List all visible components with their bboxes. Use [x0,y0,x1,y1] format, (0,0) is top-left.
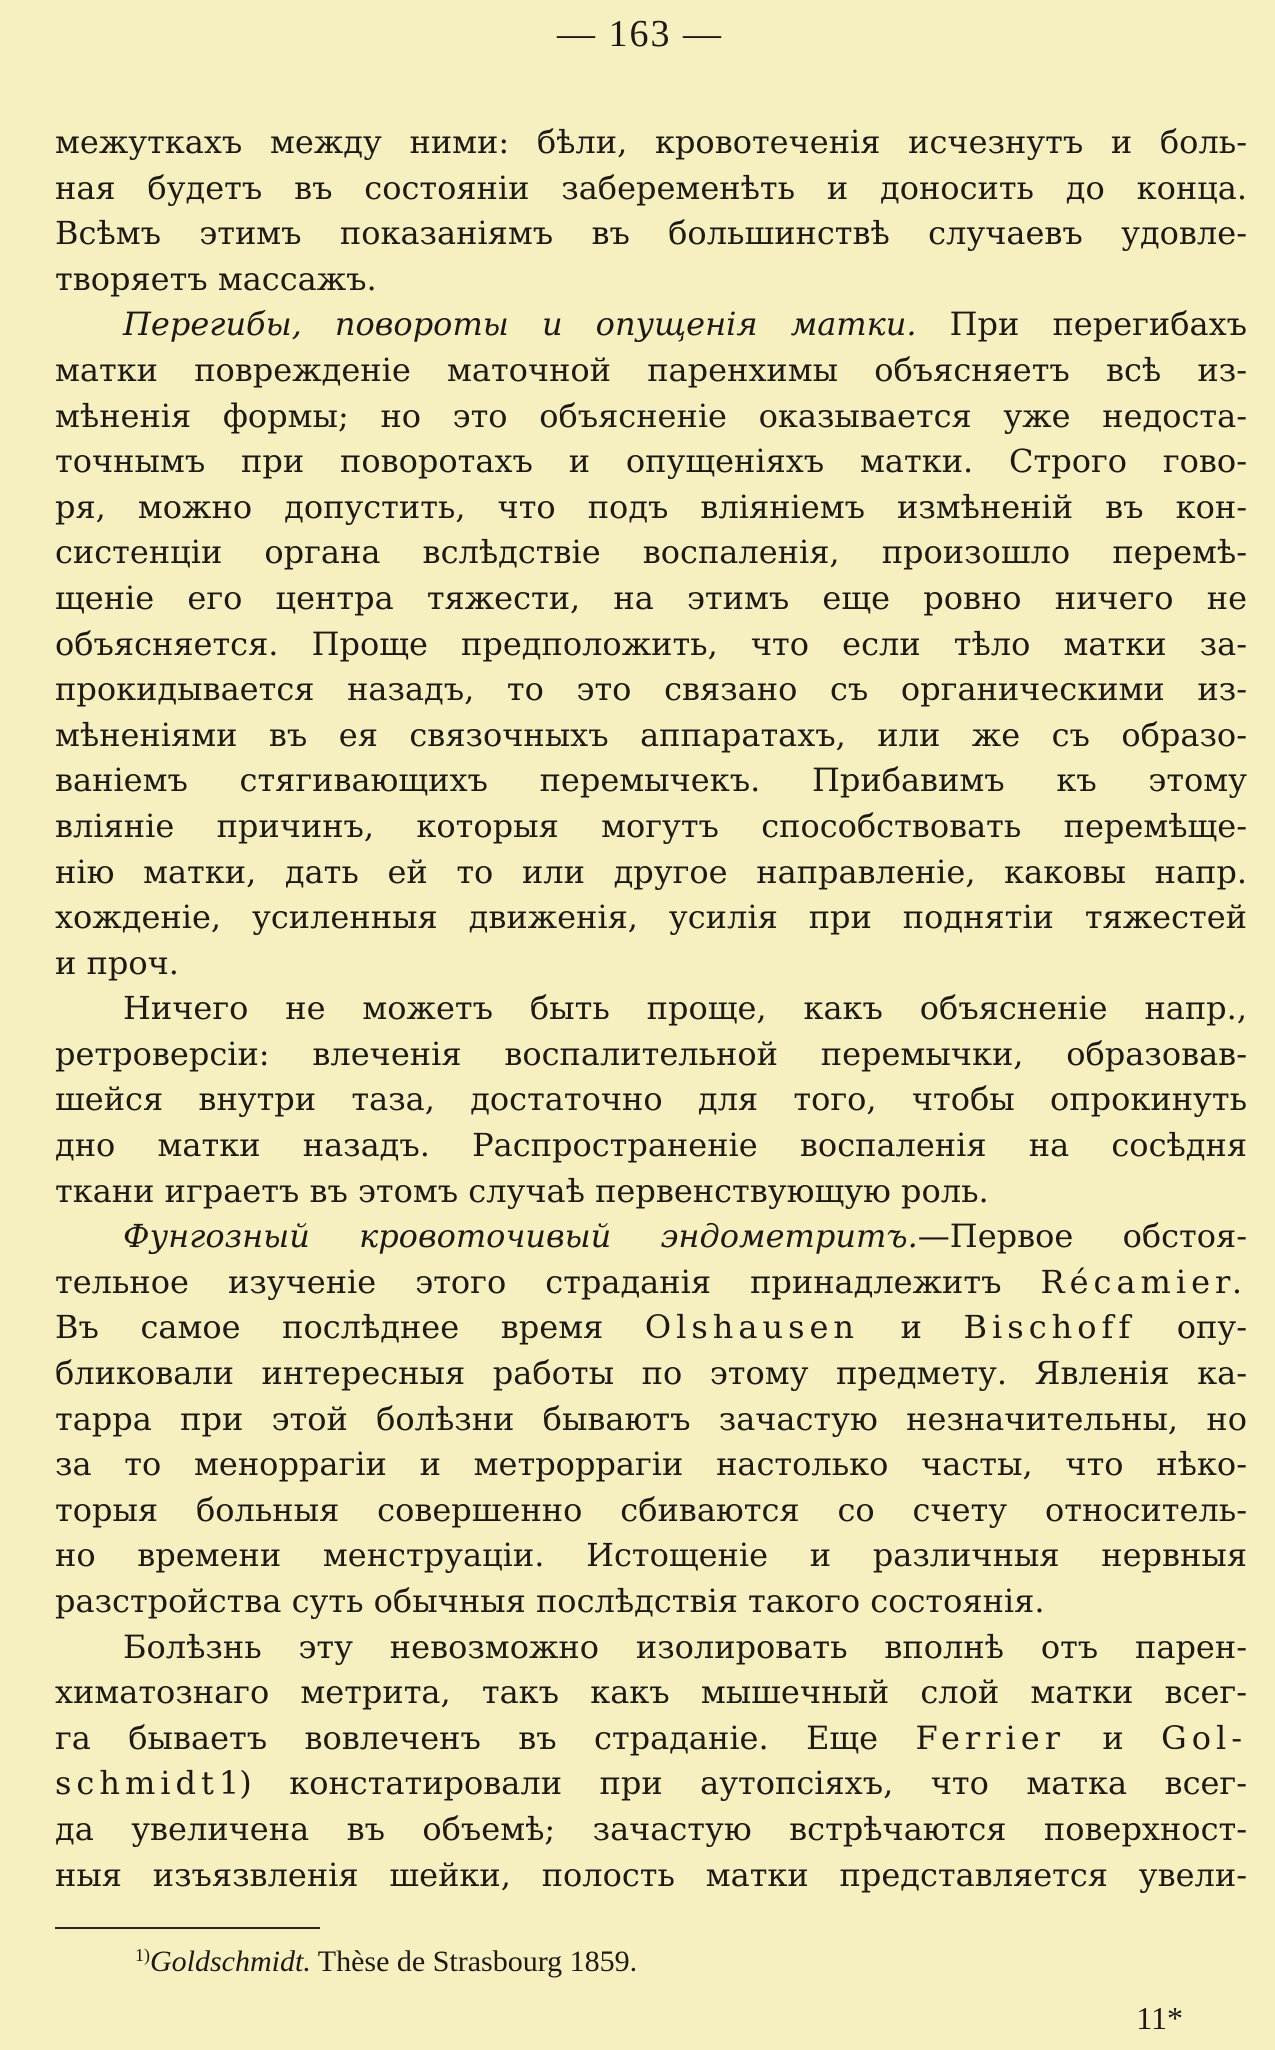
footnote-marker: 1) [135,1945,150,1965]
text-fragment: При перегибахъ [916,305,1247,344]
text-fragment: опу- [1135,1308,1248,1347]
text-line: за то меноррагіи и метроррагіи настолько часты, что нѣко- [55,1445,1247,1484]
text-line: и проч. [55,943,179,982]
paragraph [55,302,1247,986]
paragraph [55,1214,1247,1624]
book-page [55,0,1248,2050]
paragraph [55,1625,1247,1899]
text-line: творяетъ массажъ. [55,259,377,298]
text-line [55,1260,1247,1306]
section-heading: Фунгозный кровоточивый эндометритъ. [123,1217,918,1256]
text-fragment: и [859,1308,964,1347]
text-line: торыя больныя совершенно сбиваются со счету относитель- [55,1490,1247,1529]
text-line [55,1716,1247,1762]
text-fragment: —Первое обстоя- [917,1217,1248,1256]
footnote-author: Goldschmidt. [150,1945,311,1978]
paragraph [55,986,1247,1214]
footnote [135,1945,637,1979]
section-heading: Перегибы, повороты и опущенія матки. [123,305,917,344]
text-line: да увеличена въ объемѣ; зачастую встрѣчаются поверхност- [55,1809,1247,1848]
footnote-reference: 1) [218,1764,252,1803]
text-line: ткани играетъ въ этомъ случаѣ первенствующую роль. [55,1171,989,1210]
text-line: ныя изъязвленія шейки, полость матки представляется увели- [55,1855,1247,1894]
text-fragment: и [1064,1718,1162,1757]
text-line: нію матки, дать ей то или другое направленіе, каковы напр. [55,852,1247,891]
text-line: объясняется. Проще предположить, что если тѣло матки за- [55,624,1247,663]
text-fragment: Въ самое послѣднее время [55,1308,645,1347]
text-line: но времени менструаціи. Истощеніе и различныя нервныя [55,1536,1247,1575]
text-line [55,1761,1247,1807]
text-line: ря, можно допустить, что подъ вліяніемъ измѣненій въ кон- [55,487,1247,526]
text-line: ретроверсіи: влеченія воспалительной перемычки, образовав- [55,1034,1247,1073]
text-line [55,302,1247,348]
text-line: Всѣмъ этимъ показаніямъ въ большинствѣ случаевъ удовле- [55,214,1247,253]
text-line: химатознаго метрита, такъ какъ мышечный слой матки всег- [55,1673,1247,1712]
text-line: хожденіе, усиленныя движенія, усилія при поднятіи тяжестей [55,898,1247,937]
author-name: Olshausen [644,1308,860,1347]
footnote-divider [55,1927,320,1929]
text-line [55,1305,1247,1351]
text-line: ная будетъ въ состояніи забеременѣть и доносить до конца. [55,168,1247,207]
text-line: шейся внутри таза, достаточно для того, чтобы опрокинуть [55,1080,1247,1119]
text-line: щеніе его центра тяжести, на этимъ еще ровно ничего не [55,578,1247,617]
author-name: schmidt [55,1764,219,1803]
text-fragment: тельное изученіе этого страданія принадлежитъ [55,1262,1041,1301]
text-line: бликовали интересныя работы по этому предмету. Явленія ка- [55,1354,1247,1393]
text-line: ваніемъ стягивающихъ перемычекъ. Прибавимъ къ этому [55,761,1247,800]
text-line: вліяніе причинъ, которыя могутъ способствовать перемѣще- [55,806,1247,845]
text-line: матки поврежденіе маточной паренхимы объясняетъ всѣ из- [55,350,1247,389]
text-line: мѣненія формы; но это объясненіе оказывается уже недоста- [55,396,1247,435]
text-line: прокидывается назадъ, то это связано съ органическими из- [55,670,1247,709]
text-line: систенціи органа вслѣдствіе воспаленія, произошло перемѣ- [55,533,1247,572]
text-line: дно матки назадъ. Распространеніе воспаленія на сосѣдня [55,1126,1247,1165]
signature-mark: 11* [1136,2000,1183,2036]
text-line: разстройства суть обычныя послѣдствія такого состоянія. [55,1582,1045,1620]
text-line: межуткахъ между ними: бѣли, кровотеченія исчезнутъ и боль- [55,123,1247,161]
author-name: Ferrier [915,1718,1065,1757]
text-line: Болѣзнь эту невозможно изолировать вполнѣ отъ парен- [123,1627,1247,1666]
text-line: мѣненіями въ ея связочныхъ аппаратахъ, или же съ образо- [55,715,1247,754]
author-name: Gol- [1161,1718,1248,1757]
text-line: точнымъ при поворотахъ и опущеніяхъ матки. Строго гово- [55,442,1247,481]
text-line [55,1214,1247,1260]
text-fragment: га бываетъ вовлеченъ въ страданіе. Еще [55,1718,916,1757]
text-line: тарра при этой болѣзни бываютъ зачастую незначительны, но [55,1399,1247,1438]
author-name: Bischoff [963,1308,1136,1347]
text-line: Ничего не можетъ быть проще, какъ объясненіе напр., [123,989,1247,1028]
text-fragment: констатировали при аутопсіяхъ, что матка всег- [251,1764,1247,1803]
page-number: — 163 — [557,13,723,55]
footnote-text: Thèse de Strasbourg 1859. [310,1945,638,1978]
author-name: Récamier. [1040,1262,1247,1301]
paragraph [55,120,1247,302]
body-text [55,120,1247,1898]
